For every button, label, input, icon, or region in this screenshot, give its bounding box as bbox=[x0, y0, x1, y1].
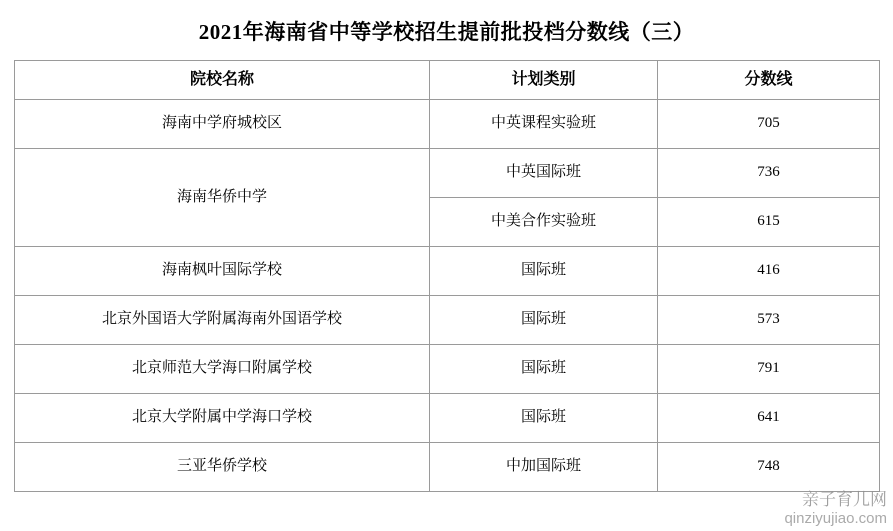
cell-score-line: 416 bbox=[658, 247, 880, 296]
cell-score-line: 736 bbox=[658, 149, 880, 198]
watermark-site-url: qinziyujiao.com bbox=[784, 509, 887, 527]
cell-plan-category: 中英课程实验班 bbox=[430, 100, 658, 149]
table-body bbox=[15, 100, 880, 492]
table-row bbox=[15, 394, 880, 443]
cell-plan-category: 国际班 bbox=[430, 296, 658, 345]
cell-school-name: 海南中学府城校区 bbox=[15, 100, 430, 149]
cell-score-line: 748 bbox=[658, 443, 880, 492]
cell-score-line: 615 bbox=[658, 198, 880, 247]
cell-plan-category: 中加国际班 bbox=[430, 443, 658, 492]
table-container bbox=[0, 60, 893, 492]
cell-score-line: 641 bbox=[658, 394, 880, 443]
cell-plan-category: 国际班 bbox=[430, 247, 658, 296]
cell-plan-category: 国际班 bbox=[430, 345, 658, 394]
cell-school-name: 北京外国语大学附属海南外国语学校 bbox=[15, 296, 430, 345]
table-row bbox=[15, 296, 880, 345]
table-header bbox=[15, 61, 880, 100]
table-row bbox=[15, 149, 880, 198]
table-row bbox=[15, 100, 880, 149]
cell-school-name: 海南枫叶国际学校 bbox=[15, 247, 430, 296]
table-row bbox=[15, 443, 880, 492]
cell-school-name: 三亚华侨学校 bbox=[15, 443, 430, 492]
column-header-school: 院校名称 bbox=[15, 61, 430, 100]
page-title: 2021年海南省中等学校招生提前批投档分数线（三） bbox=[198, 20, 695, 44]
table-header-row bbox=[15, 61, 880, 100]
cell-school-name: 海南华侨中学 bbox=[15, 149, 430, 247]
cell-school-name: 北京大学附属中学海口学校 bbox=[15, 394, 430, 443]
column-header-score: 分数线 bbox=[658, 61, 880, 100]
cell-plan-category: 中英国际班 bbox=[430, 149, 658, 198]
column-header-category: 计划类别 bbox=[430, 61, 658, 100]
cell-school-name: 北京师范大学海口附属学校 bbox=[15, 345, 430, 394]
cell-score-line: 705 bbox=[658, 100, 880, 149]
table-row bbox=[15, 345, 880, 394]
score-line-table bbox=[14, 60, 880, 492]
cell-plan-category: 中美合作实验班 bbox=[430, 198, 658, 247]
cell-score-line: 791 bbox=[658, 345, 880, 394]
cell-plan-category: 国际班 bbox=[430, 394, 658, 443]
table-row bbox=[15, 247, 880, 296]
cell-score-line: 573 bbox=[658, 296, 880, 345]
watermark bbox=[784, 490, 887, 527]
watermark-site-name: 亲子育儿网 bbox=[802, 490, 887, 510]
